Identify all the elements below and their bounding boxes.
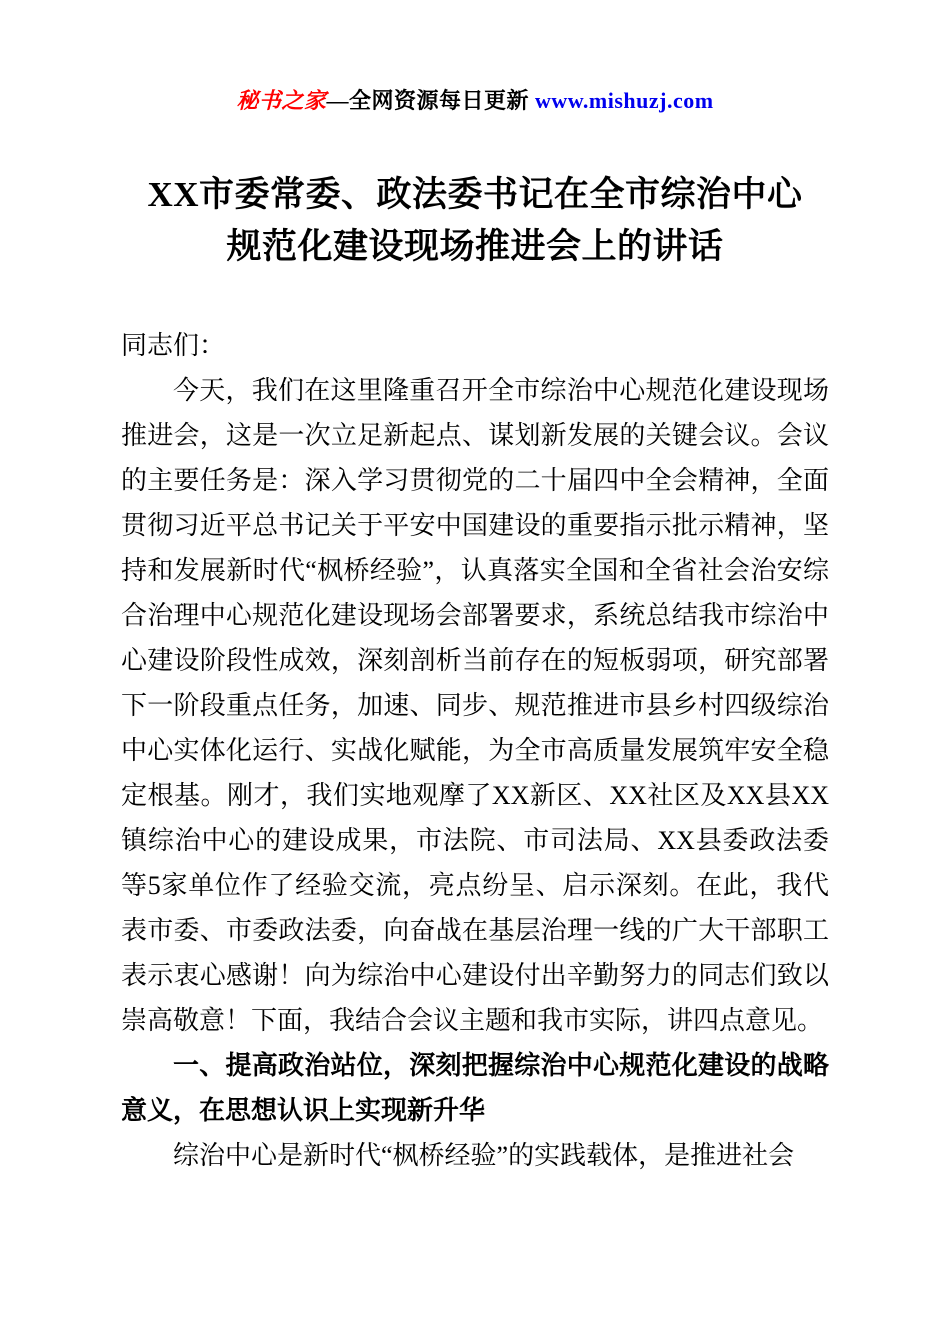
site-url-link[interactable]: www.mishuzj.com [534,88,714,113]
section-1-paragraph: 综治中心是新时代“枫桥经验”的实践载体，是推进社会 [173,1141,795,1170]
section-1-heading: 一、提高政治站位，深刻把握综治中心规范化建设的战略意义，在思想认识上实现新升华 [121,1051,829,1125]
site-brand: 秘书之家 [236,88,327,113]
document-title-line2: 规范化建设现场推进会上的讲话 [226,227,724,266]
salutation: 同志们： [121,331,226,360]
site-tagline: —全网资源每日更新 [326,88,535,113]
opening-paragraph: 今天，我们在这里隆重召开全市综治中心规范化建设现场推进会，这是一次立足新起点、谋划新发展的关键会议。会议的主要任务是：深入学习贯彻党的二十届四中全会精神，全面贯彻习近平总书记关于平安中国建设的重要指示批示精神，坚持和发展新时代“枫桥经验”，认真落实全国和全省社会治安综合治理中心规范化建设现场会部署要求，系统总结我市综治中心建设阶段性成效，深刻剖析当前存在的短板弱项，研究部署下一阶段重点任务，加速、同步、规范推进市县乡村四级综治中心实体化运行、实战化赋能，为全市高质量发展筑牢安全稳定根基。刚才，我们实地观摩了XX新区、XX社区及XX县XX镇综治中心的建设成果，市法院、市司法局、XX县委政法委等5家单位作了经验交流，亮点纷呈、启示深刻。在此，我代表市委、市委政法委，向奋战在基层治理一线的广大干部职工表示衷心感谢！向为综治中心建设付出辛勤努力的同志们致以崇高敬意！下面，我结合会议主题和我市实际，讲四点意见。 [121,376,829,1035]
document-title [0,169,950,273]
site-header [0,0,950,115]
document-title-line1: XX市委常委、政法委书记在全市综治中心 [147,175,803,214]
document-body [121,323,829,1178]
